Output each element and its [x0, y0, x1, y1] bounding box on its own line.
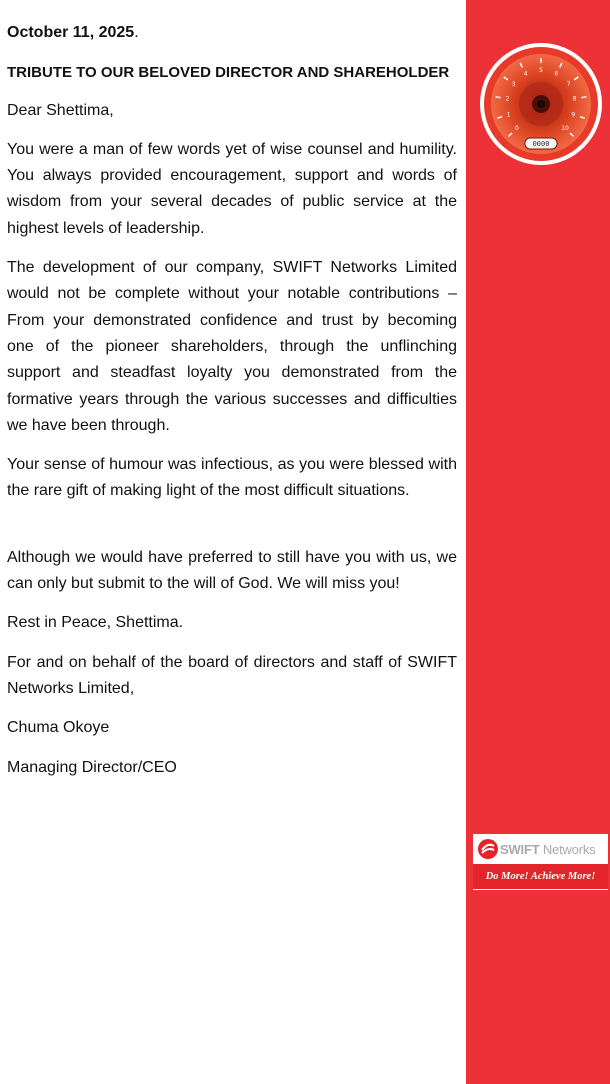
brand-name: SWIFT Networks [500, 841, 596, 857]
salutation: Dear Shettima, [7, 101, 114, 119]
sidebar-band [466, 0, 610, 1084]
gauge-tick-label: 0 [515, 125, 519, 133]
brand-tagline: Do More! Achieve More! [473, 864, 608, 889]
gauge-tick-label: 5 [539, 67, 543, 74]
rest-in-peace: Rest in Peace, Shettima. [7, 614, 184, 632]
gauge-tick-label: 2 [505, 95, 510, 103]
gauge-tick-label: 8 [572, 95, 577, 103]
speedometer-icon [479, 42, 603, 166]
paragraph-3: Your sense of humour was infectious, as you were blessed with the rare gift of making light of the most difficult situations. [7, 456, 457, 500]
odometer-readout: 0000 [532, 140, 550, 148]
gauge-tick-label: 1 [506, 111, 511, 119]
gauge-tick [581, 97, 586, 98]
gauge-tick-label: 3 [511, 81, 516, 89]
brand-logo [473, 834, 608, 890]
signatory-name: Chuma Okoye [7, 719, 110, 737]
behalf-line: For and on behalf of the board of directors and staff of SWIFT Networks Limited, [7, 653, 457, 697]
signatory-title: Managing Director/CEO [7, 758, 177, 776]
gauge-tick [496, 97, 501, 98]
letter-date: October 11, 2025. [7, 24, 139, 41]
gauge-tick-label: 10 [561, 125, 569, 133]
letter-body [7, 20, 457, 794]
paragraph-1: You were a man of few words yet of wise counsel and humility. You always provided encouragement, support and words of wisdom from your several decades of public service at the highest levels of leadership. [7, 140, 457, 237]
paragraph-4: Although we would have preferred to still have you with us, we can only but submit to the will of God. We will miss you! [7, 548, 457, 593]
gauge-tick-label: 9 [571, 111, 576, 119]
paragraph-2: The development of our company, SWIFT Networks Limited would not be complete without your notable contributions –From your demonstrated confidence and trust by becoming one of the pioneer shareholders, through the unflinching support and steadfast loyalty you demonstrated from the formative years through the various successes and difficulties we have been through. [7, 259, 457, 434]
gauge-tick-label: 4 [523, 70, 528, 78]
gauge-tick-label: 6 [554, 70, 559, 78]
swift-logo-icon [477, 838, 499, 860]
letter-subject: TRIBUTE TO OUR BELOVED DIRECTOR AND SHAREHOLDER [7, 64, 450, 82]
gauge-tick-label: 7 [566, 81, 571, 89]
